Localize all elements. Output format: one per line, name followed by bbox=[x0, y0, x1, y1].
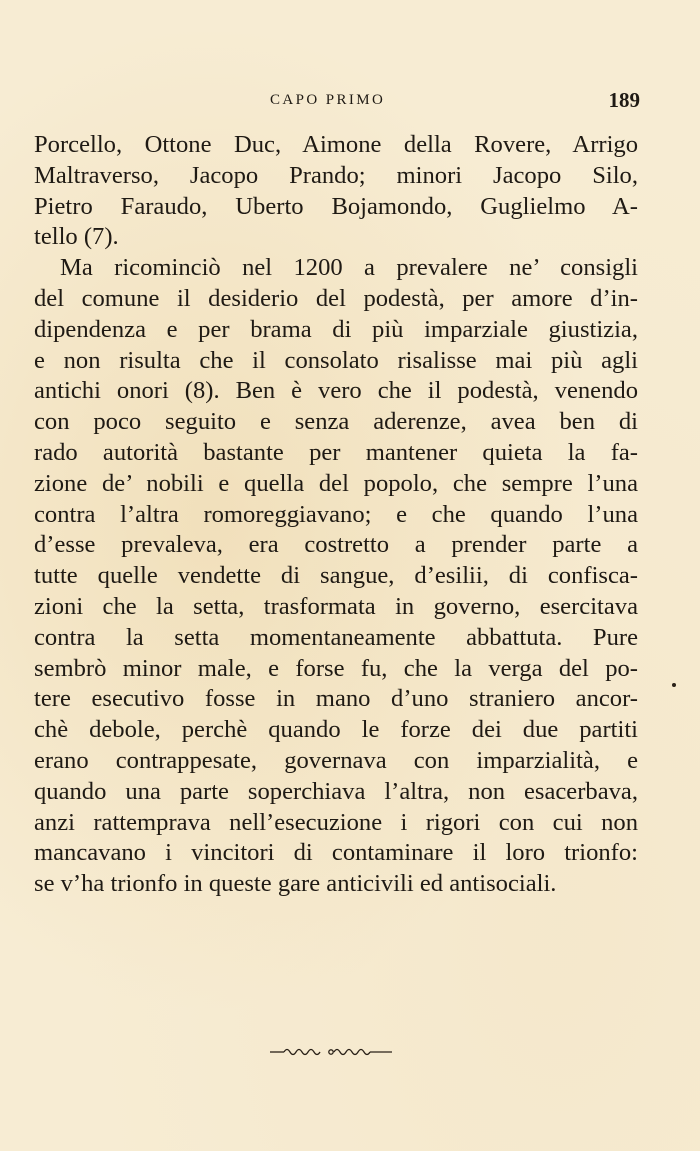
text-line: tello (7). bbox=[34, 223, 119, 251]
text-line: chè debole, perchè quando le forze dei due partiti bbox=[34, 716, 638, 744]
ink-speck bbox=[672, 683, 676, 687]
text-line: del comune il desiderio del podestà, per amore d’in- bbox=[34, 284, 638, 312]
body-text bbox=[34, 130, 638, 900]
text-line: se v’ha trionfo in queste gare anticivili ed antisociali. bbox=[34, 870, 557, 898]
text-line: Ma ricominciò nel 1200 a prevalere ne’ consigli bbox=[60, 254, 638, 282]
text-line: rado autorità bastante per mantener quieta la fa- bbox=[34, 438, 638, 466]
paragraph-continuation bbox=[34, 130, 638, 253]
text-line: tutte quelle vendette di sangue, d’esilii, di confisca- bbox=[34, 562, 638, 590]
text-line: zione de’ nobili e quella del popolo, che sempre l’una bbox=[34, 469, 638, 497]
text-line: Pietro Faraudo, Uberto Bojamondo, Guglielmo A- bbox=[34, 192, 638, 220]
text-line: sembrò minor male, e forse fu, che la verga del po- bbox=[34, 654, 638, 682]
text-line: Porcello, Ottone Duc, Aimone della Rovere, Arrigo bbox=[34, 131, 638, 158]
text-line: anzi rattemprava nell’esecuzione i rigori con cui non bbox=[34, 808, 638, 836]
text-line: mancavano i vincitori di contaminare il loro trionfo: bbox=[34, 839, 638, 867]
text-line: d’esse prevaleva, era costretto a prender parte a bbox=[34, 531, 638, 559]
text-line: Maltraverso, Jacopo Prando; minori Jacopo Silo, bbox=[34, 161, 638, 189]
page-number: 189 bbox=[608, 88, 640, 112]
text-line: contra la setta momentaneamente abbattuta. Pure bbox=[34, 623, 638, 651]
running-head bbox=[0, 88, 700, 118]
text-line: antichi onori (8). Ben è vero che il podestà, venendo bbox=[34, 377, 638, 405]
text-line: e non risulta che il consolato risalisse mai più agli bbox=[34, 346, 638, 374]
running-title: CAPO PRIMO bbox=[270, 92, 386, 108]
text-line: dipendenza e per brama di più imparziale giustizia, bbox=[34, 315, 638, 343]
text-line: erano contrappesate, governava con imparzialità, e bbox=[34, 746, 638, 774]
text-line: zioni che la setta, trasformata in governo, esercitava bbox=[34, 592, 638, 620]
text-line: quando una parte soperchiava l’altra, non esacerbava, bbox=[34, 777, 638, 805]
text-line: tere esecutivo fosse in mano d’uno straniero ancor- bbox=[34, 685, 638, 713]
end-ornament-icon bbox=[270, 1044, 392, 1060]
text-line: contra l’altra romoreggiavano; e che quando l’una bbox=[34, 500, 638, 528]
text-line: con poco seguito e senza aderenze, avea ben di bbox=[34, 408, 638, 436]
paragraph-main bbox=[34, 253, 638, 900]
